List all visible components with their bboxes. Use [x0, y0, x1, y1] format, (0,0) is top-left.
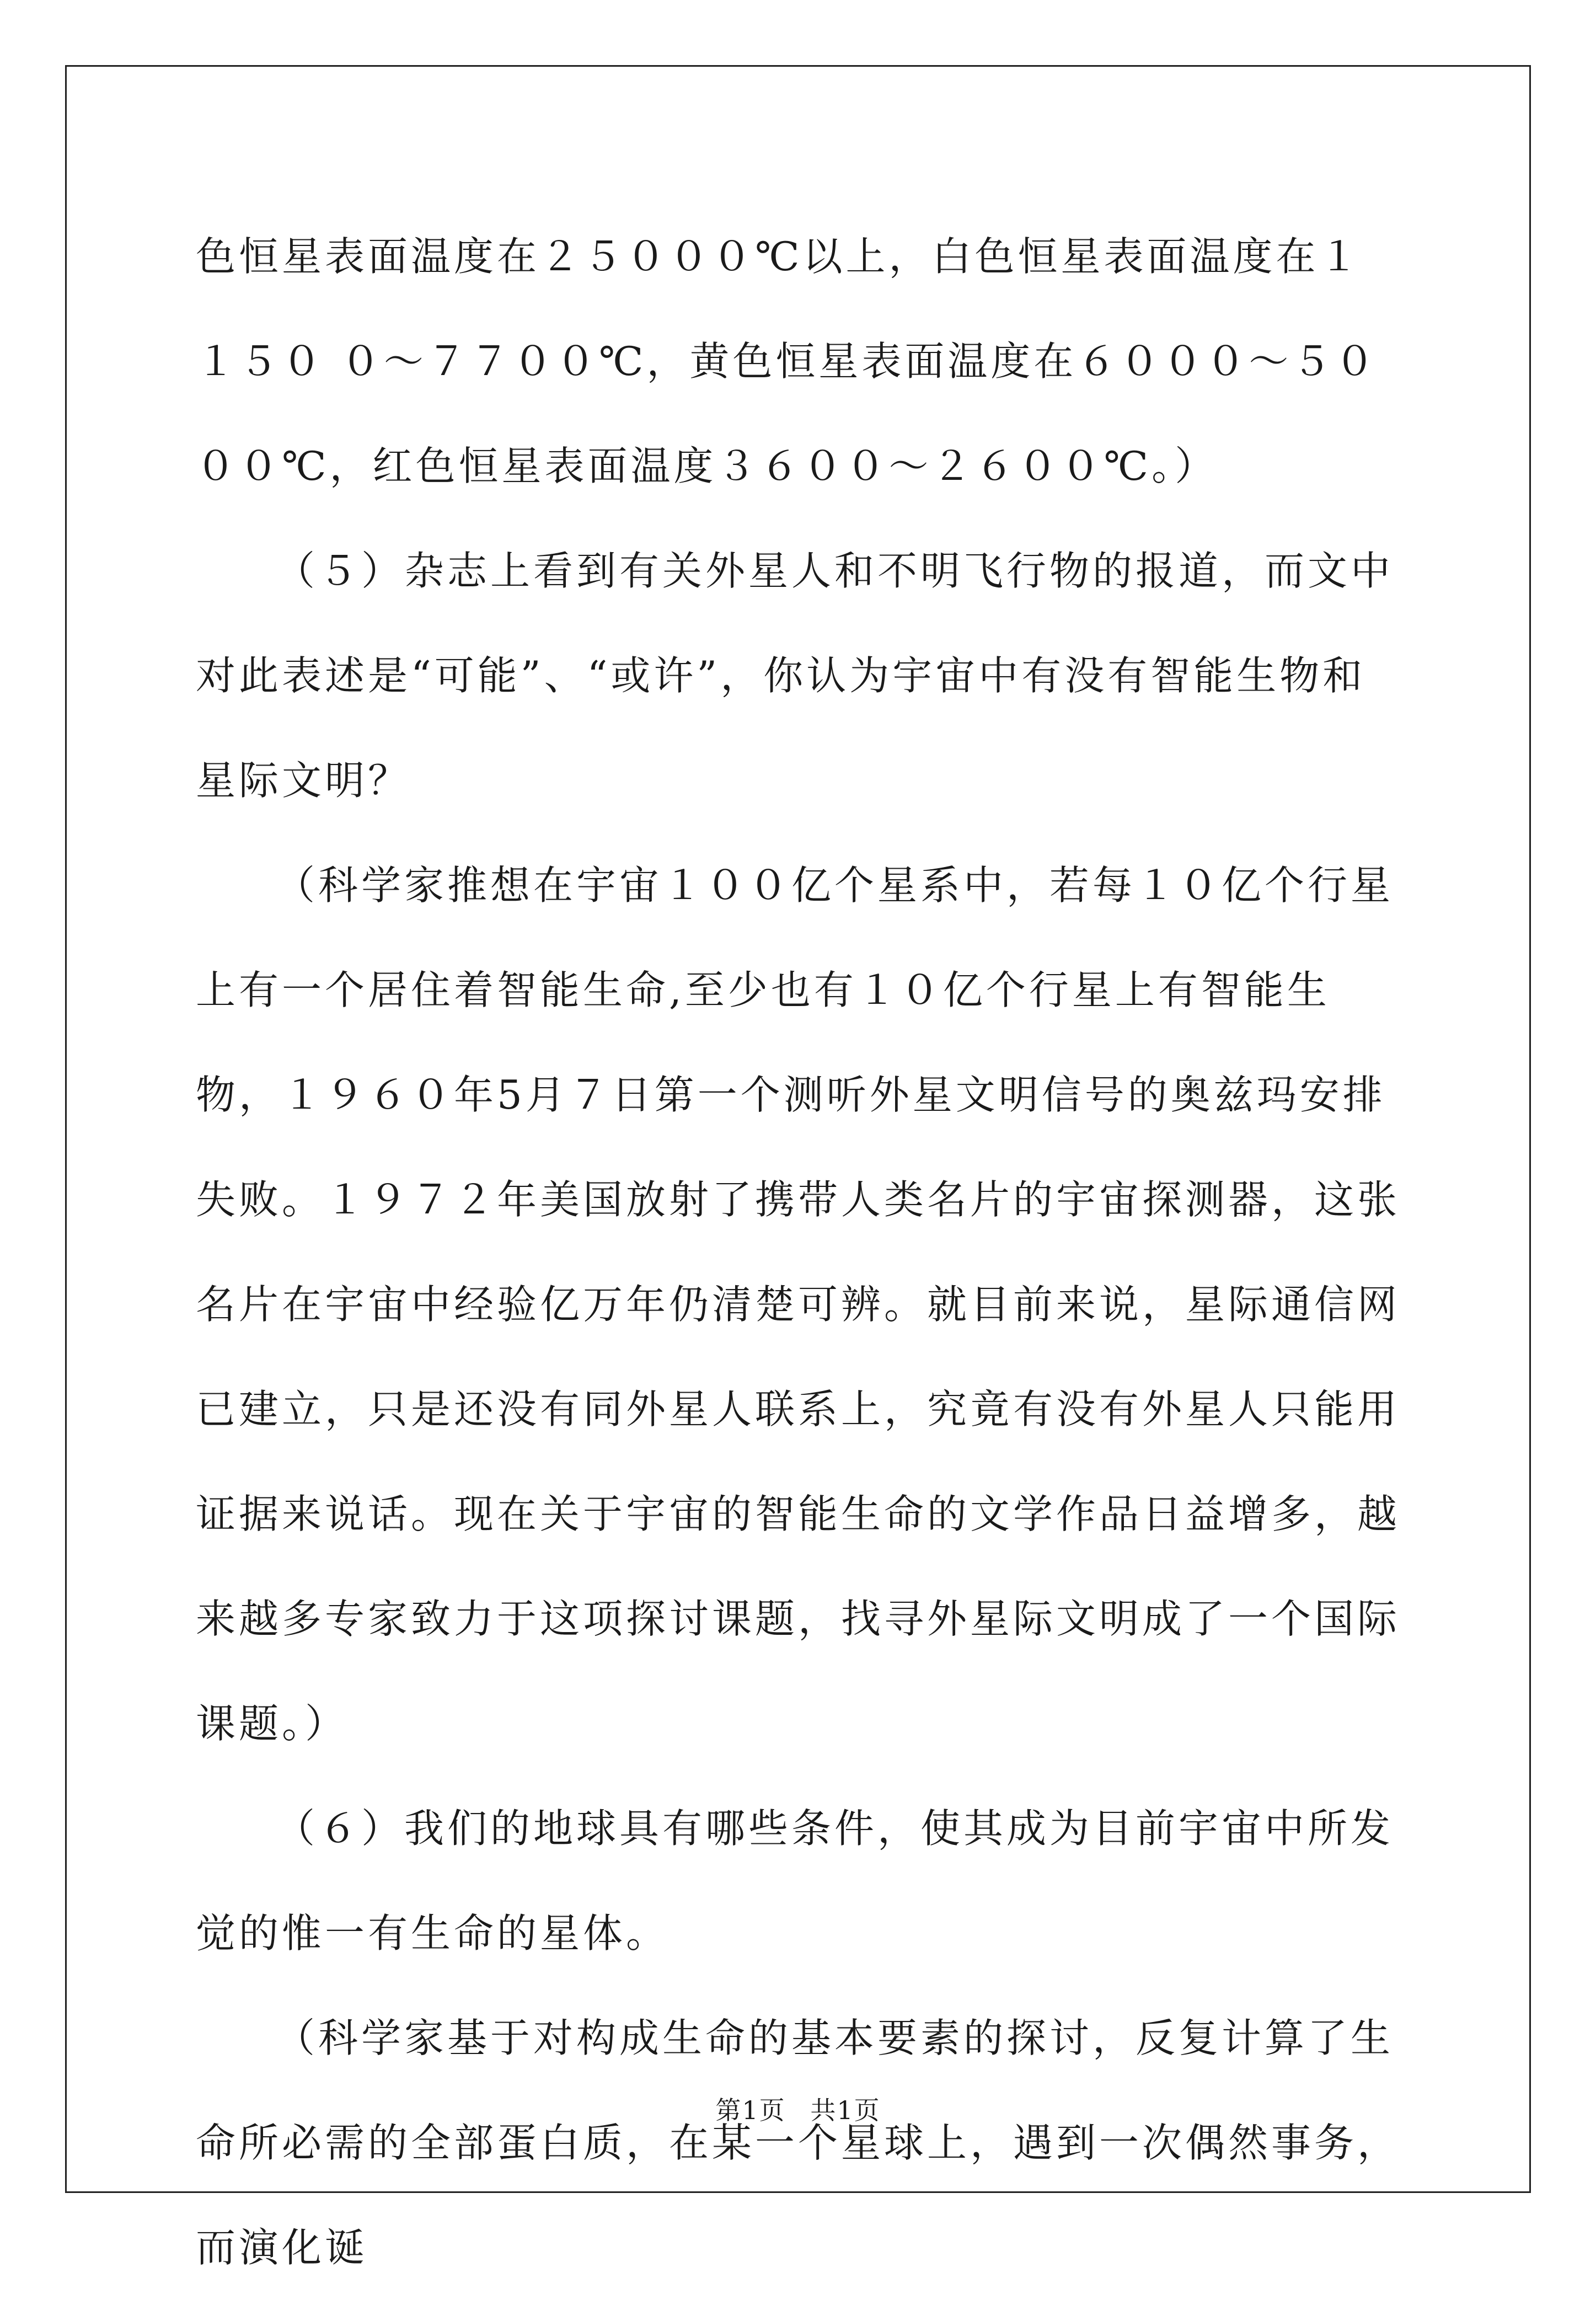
- document-body: [196, 204, 1401, 2300]
- page-footer: [0, 2090, 1596, 2127]
- paragraph-answer-6: （科学家基于对构成生命的基本要素的探讨，反复计算了生命所必需的全部蛋白质，在某一个星球上，遇到一次偶然事务，而演化诞: [196, 2015, 1401, 2271]
- page-total: 共1页: [810, 2095, 881, 2125]
- paragraph-question-5: （５）杂志上看到有关外星人和不明飞行物的报道，而文中对此表述是“可能”、“或许”，你认为宇宙中有没有智能生物和星际文明？: [196, 548, 1394, 804]
- paragraph-question-6: （６）我们的地球具有哪些条件，使其成为目前宇宙中所发觉的惟一有生命的星体。: [196, 1805, 1394, 1956]
- page-number: 第1页: [715, 2095, 786, 2125]
- paragraph-star-temperatures: 色恒星表面温度在２５０００℃以上，白色恒星表面温度在１１５０ ０～７７００℃，黄色恒星表面温度在６０００～５０００℃，红色恒星表面温度３６００～２６００℃。）: [196, 233, 1378, 489]
- paragraph-answer-5: （科学家推想在宇宙１００亿个星系中，若每１０亿个行星上有一个居住着智能生命,至少也有１０亿个行星上有智能生物，１９６０年5月７日第一个测听外星文明信号的奥兹玛安排失败。１９７２年美国放射了携带人类名片的宇宙探测器，这张名片在宇宙中经验亿万年仍清楚可辨。就目前来说，星际通信网已建立，只是还没有同外星人联系上，究竟有没有外星人只能用证据来说话。现在关于宇宙的智能生命的文学作品日益增多，越来越多专家致力于这项探讨课题，找寻外星际文明成了一个国际课题。）: [196, 862, 1401, 1747]
